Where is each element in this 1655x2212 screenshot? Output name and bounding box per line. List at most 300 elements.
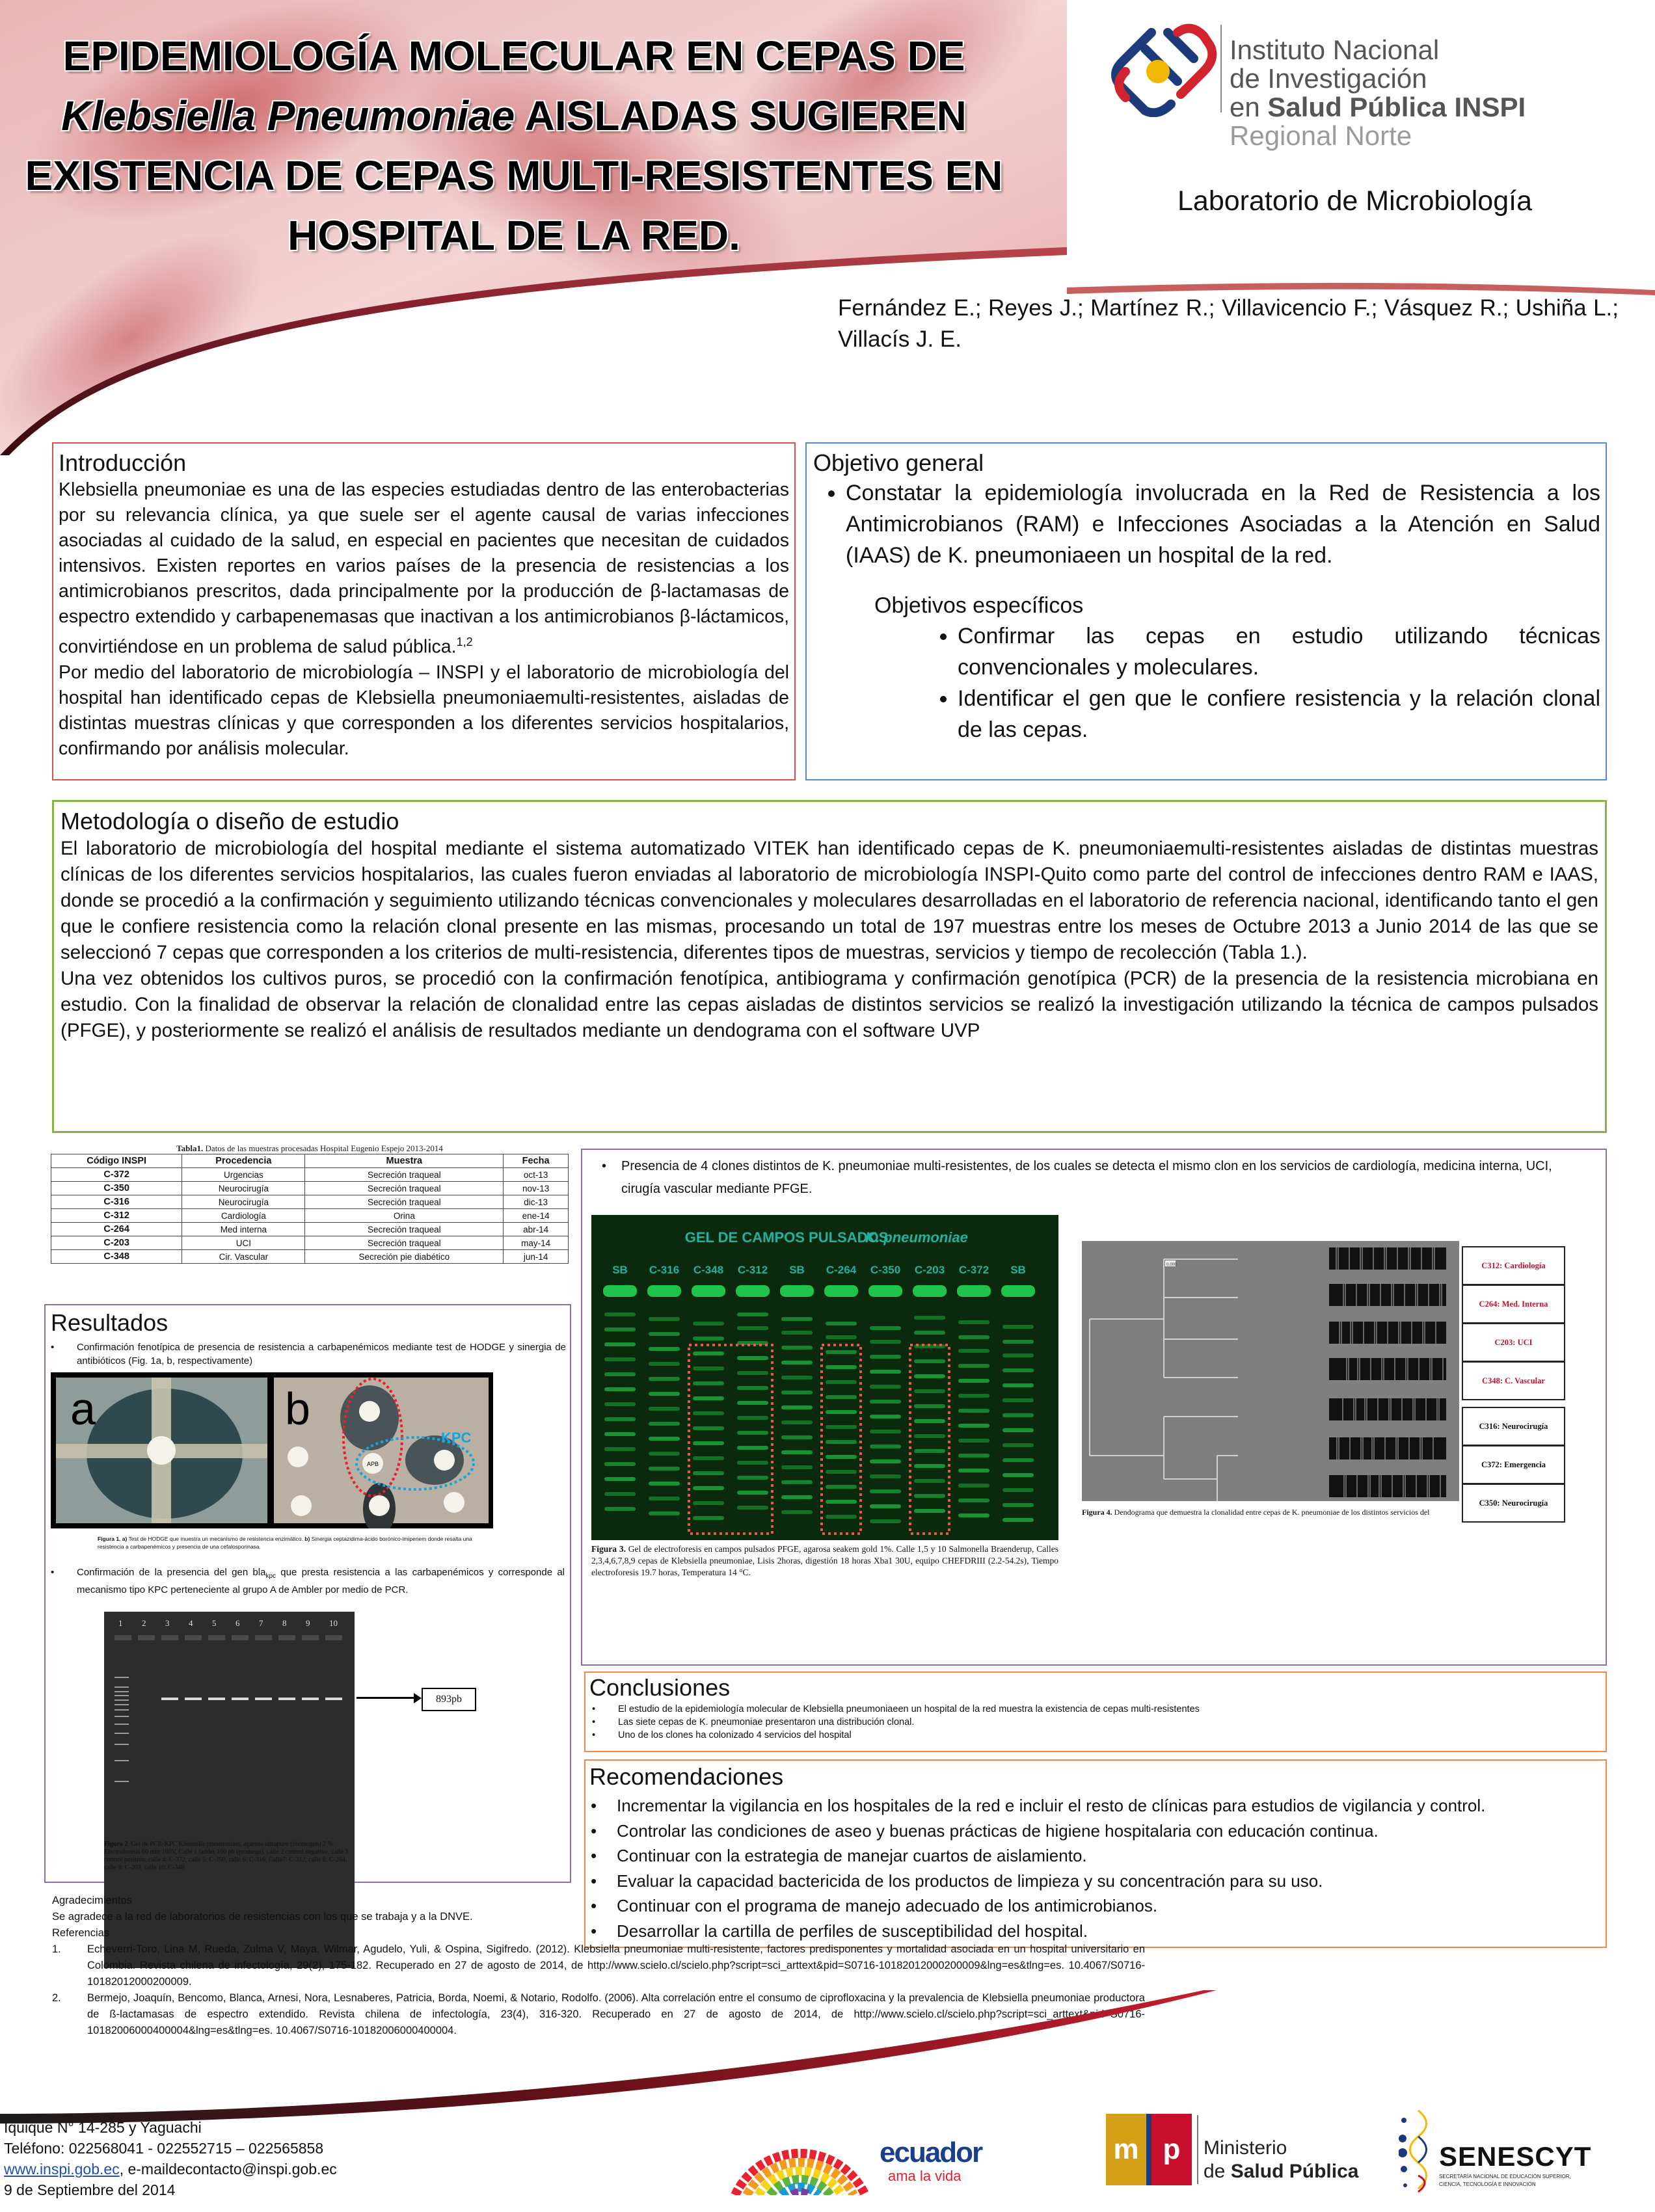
recommendation-item-text: Continuar con el programa de manejo adecuado de los antimicrobianos. (617, 1896, 1158, 1915)
gel-well (302, 1635, 319, 1640)
senescyt-wordmark: SENESCYT (1439, 2141, 1592, 2172)
pfge-well (603, 1285, 637, 1297)
dendrogram-band (1436, 1398, 1438, 1420)
pfge-band (826, 1455, 857, 1459)
table-cell: C-312 (51, 1209, 182, 1223)
objetivos-section (805, 442, 1607, 780)
pfge-band (693, 1322, 724, 1326)
pfge-band (914, 1449, 945, 1453)
pfge-band (958, 1335, 989, 1339)
pcr-band (255, 1698, 272, 1700)
pfge-band (1002, 1473, 1034, 1477)
conclusion-item (589, 1729, 1606, 1742)
agradecimientos-section (52, 1893, 1145, 1941)
recommendation-item-text: Desarrollar la cartilla de perfiles de susceptibilidad del hospital. (617, 1921, 1088, 1941)
introduccion-section (52, 442, 796, 780)
table-row (51, 1195, 569, 1209)
title-line-2-rest: AISLADAS SUGIEREN (515, 92, 967, 139)
dendrogram-band (1405, 1358, 1406, 1380)
recommendation-item-text: Incrementar la vigilancia en los hospitales de la red e incluir el resto de clínicas para estudios de vigilancia y control. (617, 1796, 1486, 1815)
pfge-band (693, 1471, 724, 1475)
pfge-band (737, 1386, 768, 1390)
table-cell: Secreción traqueal (305, 1223, 504, 1236)
dendrogram-band (1433, 1437, 1434, 1459)
dendrogram-band (1371, 1437, 1373, 1459)
senescyt-helix-icon (1399, 2107, 1438, 2198)
dendrogram-band-strip (1329, 1437, 1446, 1459)
dendrogram-band (1364, 1398, 1366, 1420)
gel-lane-label: 1 (118, 1618, 123, 1628)
dendrogram-band (1367, 1284, 1368, 1306)
pfge-lane-label: C-350 (870, 1264, 901, 1276)
pfge-band (649, 1497, 680, 1500)
dendrogram-band (1373, 1247, 1374, 1270)
gel-lane-label: 2 (142, 1618, 146, 1628)
institution-line-2: de Investigación (1230, 63, 1427, 94)
dendrogram-band (1336, 1247, 1337, 1270)
dendrogram-band (1439, 1284, 1440, 1306)
dendrogram-band (1429, 1475, 1430, 1497)
dendrogram-band (1438, 1398, 1440, 1420)
dendrogram-band (1434, 1247, 1435, 1270)
bullet-icon: • (51, 1567, 55, 1578)
pfge-band (737, 1401, 768, 1405)
dendrogram-band (1390, 1398, 1392, 1420)
dendrogram-band-strip (1329, 1247, 1446, 1270)
msp-line-2 (1204, 2161, 1358, 2183)
bullet-icon: • (592, 1704, 596, 1714)
dendrogram-band (1412, 1398, 1414, 1420)
dendrogram-band-strip (1329, 1398, 1446, 1420)
contact-info (4, 2117, 337, 2200)
dendrogram-band (1414, 1398, 1416, 1420)
figure-4-caption (1082, 1508, 1472, 1517)
resultados-heading: Resultados (51, 1309, 168, 1336)
pfge-band (737, 1506, 768, 1510)
fig3-caption-text: Gel de electroforesis en campos pulsados PFGE, agarosa seakem gold 1%. Calle 1,5 y 10 Salmonella Braenderup, Calles 2,3,4,6,7,8,9 cepas de Klebsiella pneumoniae, Lisis 2horas, digestión 18 horas Xba1 30U, equipo CHEFDRIII (2.2-54.2s), Tiempo electroforesis 19.7 horas, Temperatura 14 °C. (591, 1544, 1058, 1577)
figure-1-photos (51, 1372, 493, 1528)
dendrogram-band (1421, 1437, 1423, 1459)
pfge-band (958, 1409, 989, 1413)
dendrogram-band (1357, 1358, 1358, 1380)
dendrogram-band (1410, 1247, 1411, 1270)
dendrogram-band (1360, 1247, 1361, 1270)
pfge-band (914, 1464, 945, 1468)
table-cell: ene-14 (504, 1209, 569, 1223)
pfge-band (826, 1410, 857, 1414)
ladder-band (114, 1691, 129, 1692)
bullet-icon: • (592, 1717, 596, 1727)
resultados-bullet-1 (51, 1340, 566, 1368)
dendrogram-band (1369, 1284, 1370, 1306)
pfge-band (914, 1419, 945, 1423)
recommendation-item (589, 1843, 1606, 1869)
pfge-band (1002, 1413, 1034, 1417)
dendrogram-band (1411, 1322, 1412, 1344)
objetivos-especificos-list (813, 620, 1600, 745)
figure-3-caption (591, 1543, 1058, 1579)
fig2-caption-bold: Figura 2. (104, 1841, 129, 1848)
fig3-caption-bold: Figura 3. (591, 1544, 626, 1554)
dendrogram-band (1369, 1475, 1371, 1497)
poster-title (13, 26, 1015, 265)
title-line-4: HOSPITAL DE LA RED. (288, 212, 740, 259)
website-link[interactable]: www.inspi.gob.ec (4, 2161, 120, 2178)
conclusiones-heading: Conclusiones (589, 1674, 731, 1701)
pfge-band (781, 1331, 813, 1335)
dendrogram-band (1339, 1322, 1340, 1344)
dendrogram-band (1407, 1358, 1408, 1380)
gel-well (161, 1635, 178, 1640)
resultados-bullet-2-text (77, 1566, 565, 1597)
ladder-band (114, 1733, 129, 1734)
dendrogram-band (1428, 1284, 1429, 1306)
pfge-band (781, 1435, 813, 1439)
dendrogram-band (1367, 1475, 1369, 1497)
conclusiones-list (589, 1703, 1606, 1742)
dendrogram-band (1381, 1358, 1382, 1380)
disk (359, 1401, 380, 1422)
metodologia-paragraph-1: El laboratorio de microbiología del hospital mediante el sistema automatizado VITEK han identificado cepas de K. pneumoniaemulti-resistentes aisladas de distintas muestras clínicas de los diferentes servicios hospitalarios, las cuales fueron enviadas al laboratorio de microbiología INSPI-Quito como parte del control de infecciones dentro RAM e IAAS, donde se procedió a la confirmación y seguimiento utilizando técnicas convencionales y moleculares desarrolladas en el laboratorio de referencia nacional, identificando tanto el gen que le confiere resistencia como la relación clonal presente en las mismas, procesando un total de 197 muestras entre los meses de Octubre 2013 a Junio 2014 de las que se seleccionó 7 cepas que corresponden a los criterios de multi-resistencia, diferentes tipos de muestras, servicios y tiempo de recolección (Tabla 1.). (61, 838, 1598, 963)
dendrogram-band (1373, 1437, 1375, 1459)
pfge-band (1002, 1458, 1034, 1462)
institution-line-3-bold: Salud Pública INSPI (1267, 92, 1526, 122)
pfge-band (781, 1495, 813, 1499)
ladder-band (114, 1781, 129, 1782)
pfge-band (870, 1459, 901, 1463)
gel-lane-label: 8 (282, 1618, 287, 1628)
dendrogram-band (1363, 1322, 1364, 1344)
table-cell: Secreción pie diabético (305, 1250, 504, 1264)
arrow-line (357, 1697, 419, 1699)
gel-title-species: K. pneumoniae (865, 1229, 968, 1246)
pfge-band (826, 1500, 857, 1504)
pfge-well (1001, 1285, 1035, 1297)
table-column-header: Fecha (504, 1154, 569, 1168)
gel-title: GEL DE CAMPOS PULSADOS (684, 1229, 889, 1246)
pfge-well (647, 1285, 681, 1297)
dendrogram-band (1404, 1284, 1405, 1306)
pfge-band (737, 1326, 768, 1330)
dendrogram-band (1405, 1475, 1406, 1497)
msp-line-2-bold: Salud Pública (1230, 2161, 1359, 2182)
pfge-band (870, 1415, 901, 1419)
pfge-band (914, 1389, 945, 1393)
title-species: Klebsiella Pneumoniae (61, 92, 515, 139)
pcr-band (185, 1698, 202, 1700)
bullet-icon: • (591, 1820, 597, 1841)
pcr-band (278, 1698, 295, 1700)
figure-3-pfge-gel (591, 1215, 1058, 1644)
pfge-band (737, 1356, 768, 1360)
pfge-band (958, 1349, 989, 1353)
institution-line-3 (1230, 93, 1526, 122)
pfge-well (736, 1285, 770, 1297)
pfge-band (870, 1504, 901, 1508)
pfge-lane-label: SB (789, 1264, 805, 1276)
dendrogram-band (1397, 1247, 1398, 1270)
pfge-band (693, 1352, 724, 1355)
pfge-band (693, 1396, 724, 1400)
recommendation-item-text: Continuar con la estrategia de manejar cuartos de aislamiento. (617, 1846, 1087, 1865)
dendrogram-band (1345, 1475, 1347, 1497)
pfge-band (870, 1474, 901, 1478)
table-cell: nov-13 (504, 1182, 569, 1195)
pfge-band (958, 1439, 989, 1443)
pfge-band (649, 1512, 680, 1515)
dendrogram-band (1401, 1398, 1403, 1420)
pfge-band (1002, 1398, 1034, 1402)
dendrogram-band (1391, 1284, 1392, 1306)
dendrogram-band (1416, 1475, 1417, 1497)
table-cell: C-350 (51, 1182, 182, 1195)
gel-well (232, 1635, 249, 1640)
dendrogram-band (1384, 1437, 1386, 1459)
logo-divider (1220, 25, 1222, 113)
dendrogram-band (1418, 1358, 1420, 1380)
panel-a-label: a (70, 1383, 96, 1434)
table-row (51, 1209, 569, 1223)
reference-text: Echeverri-Toro, Lina M, Rueda, Zulma V, Maya, Wilmar, Agudelo, Yuli, & Ospina, Sigifredo. (2012). Klebsiella pneumoniae multi-resistente, factores predisponentes y mortalidad asociada en un hospital universitario en Colombia. Revista chilena de infectología, 29(2), 175-182. Recuperado en 27 de agosto de 2014, de http://www.scielo.cl/scielo.php?script=sci_arttext&pid=S0716-10182012000200009&lng=es&tlng=es. 10.4067/S0716-10182012000200009. (87, 1943, 1145, 1988)
dendrogram-band (1349, 1247, 1350, 1270)
pfge-band (604, 1417, 636, 1421)
dendrogram-band (1374, 1322, 1375, 1344)
pfge-band (604, 1432, 636, 1436)
pfge-band (737, 1313, 768, 1316)
ladder-band (114, 1709, 129, 1711)
pfge-band (826, 1380, 857, 1384)
gel-well (114, 1635, 131, 1640)
gel-lane-label: 10 (329, 1618, 338, 1628)
table-row (51, 1182, 569, 1195)
table-cell: Secreción traqueal (305, 1182, 504, 1195)
table-header-row (51, 1154, 569, 1168)
pfge-well (780, 1285, 814, 1297)
dendrogram-band (1349, 1437, 1351, 1459)
pcr-band (232, 1698, 249, 1700)
pfge-band (958, 1499, 989, 1502)
dendrogram-band (1427, 1475, 1428, 1497)
pfge-band (693, 1411, 724, 1415)
table-cell: oct-13 (504, 1168, 569, 1182)
dendrogram-band (1345, 1284, 1346, 1306)
pfge-well (957, 1285, 991, 1297)
dendrogram-band (1441, 1284, 1442, 1306)
pfge-lane-label: C-312 (737, 1264, 768, 1276)
dendrogram-band (1424, 1322, 1425, 1344)
table-cell: dic-13 (504, 1195, 569, 1209)
pfge-band (604, 1313, 636, 1316)
pfge-band (870, 1400, 901, 1404)
dendrogram-band (1395, 1437, 1397, 1459)
pfge-band (1002, 1518, 1034, 1522)
pfge-band (693, 1501, 724, 1505)
msp-m-block: m (1106, 2114, 1146, 2185)
ladder-band (114, 1695, 129, 1696)
fig1-caption-a-bold: Figura 1. a) (98, 1536, 128, 1542)
dendrogram-band (1342, 1398, 1343, 1420)
introduccion-paragraph-1-text: Klebsiella pneumoniae es una de las especies estudiadas dentro de las enterobacterias por su relevancia clínica, ya que suele ser el agente causal de varias infecciones asociadas al cuidado de la salud, en especial en pacientes que necesitan de cuidados intensivos. Existen reportes en varios países de la presencia de resistencias a los antimicrobianos prescritos, dada principalmente por la producción de β-lactamasas de espectro extendido y carbapenemasas que inactivan a los antimicrobianos β-láctamicos, convirtiéndose en un problema de salud pública. (59, 479, 789, 658)
pfge-band (826, 1335, 857, 1339)
recommendation-item-text: Controlar las condiciones de aseo y buenas prácticas de higiene hospitalaria con educación continua. (617, 1820, 1379, 1841)
dendrogram-band (1387, 1322, 1388, 1344)
dendrogram-strain-label: C312: Cardiología (1462, 1246, 1565, 1285)
table-cell: Urgencias (182, 1168, 305, 1182)
phone: Teléfono: 022568041 - 022552715 – 022565858 (4, 2140, 324, 2157)
band-size-label: 893pb (422, 1688, 476, 1711)
ladder-band (114, 1686, 129, 1688)
pfge-band (914, 1374, 945, 1378)
metodologia-heading: Metodología o diseño de estudio (61, 808, 399, 834)
dendrogram-band (1440, 1475, 1441, 1497)
pfge-band (781, 1480, 813, 1484)
pfge-band (737, 1431, 768, 1435)
pfge-band (781, 1317, 813, 1321)
pfge-band (781, 1361, 813, 1365)
fig2-caption-text: Gel de PCR-KPC Klebsiella pneumoniaei, agarosa ultrapure (invitrogen) 2 %. Electroforesis 60 min 160V, Calle 1 ladder 100 pb (promega), calle 2 control negativo, calle 3 control positivo, calle 4: C-372, calle 5: C-350, calle 6: C-316, Calle7: C-312, calle 8: C-264, calle 9: C-203, calle 10: C-348 (104, 1841, 349, 1871)
dendrogram-band (1353, 1398, 1354, 1420)
dendrogram-band (1408, 1437, 1410, 1459)
dendrogram-band (1379, 1475, 1380, 1497)
pfge-band (826, 1440, 857, 1444)
pfge-band (826, 1485, 857, 1489)
msp-logo (1106, 2114, 1379, 2198)
reference-number: 2. (52, 1992, 61, 2004)
table-column-header: Procedencia (182, 1154, 305, 1168)
pfge-band (870, 1326, 901, 1330)
institution-line-3-pre: en (1230, 92, 1268, 122)
dendrogram-band (1355, 1398, 1356, 1420)
dendrogram-band (1352, 1322, 1353, 1344)
pfge-band (737, 1461, 768, 1465)
pfge-lane-label: C-264 (826, 1264, 857, 1276)
pfge-well (913, 1285, 947, 1297)
fig4-caption-bold: Figura 4. (1082, 1508, 1112, 1517)
pfge-band (604, 1387, 636, 1391)
pfge-well (868, 1285, 902, 1297)
dendrogram-band (1338, 1247, 1339, 1270)
table-cell: Neurocirugía (182, 1182, 305, 1195)
pfge-band (958, 1513, 989, 1517)
pfge-band (958, 1484, 989, 1487)
authors: Fernández E.; Reyes J.; Martínez R.; Villavicencio F.; Vásquez R.; Ushiña L.; Villacís J. E. (838, 295, 1619, 352)
table-cell: Orina (305, 1209, 504, 1223)
pfge-band (958, 1379, 989, 1383)
dendrogram-band (1359, 1358, 1360, 1380)
pfge-band (649, 1422, 680, 1426)
pcr-band (208, 1698, 225, 1700)
dendrogram-band (1348, 1358, 1349, 1380)
table-column-header: Muestra (305, 1154, 504, 1168)
citation-superscript: 1,2 (456, 635, 473, 648)
pfge-band (826, 1515, 857, 1519)
pcr-band (161, 1698, 178, 1700)
figure-2-caption (104, 1841, 355, 1872)
gel-lane-label: 4 (189, 1618, 193, 1628)
pfge-band (604, 1357, 636, 1361)
dendrogram-strain-label: C316: Neurocirugía (1462, 1407, 1565, 1446)
dendrogram-band (1442, 1358, 1444, 1380)
pfge-band (693, 1516, 724, 1520)
dendrogram-graphic (1082, 1241, 1459, 1501)
pfge-band (649, 1452, 680, 1456)
msp-line-2-pre: de (1204, 2161, 1231, 2182)
disk (444, 1492, 464, 1513)
dendrogram-band (1431, 1358, 1433, 1380)
fig1-caption-a: Test de HODGE que muestra un mecanismo de resistencia enzimático. (127, 1536, 305, 1542)
bullet-icon: • (591, 1846, 597, 1865)
pfge-band (649, 1362, 680, 1366)
dendrogram-band (1425, 1398, 1427, 1420)
pfge-band (1002, 1383, 1034, 1387)
pfge-band (826, 1365, 857, 1369)
pfge-band (604, 1372, 636, 1376)
pfge-band (826, 1395, 857, 1399)
pfge-section (581, 1149, 1607, 1666)
agradecimientos-text: Se agradece a la red de laboratorios de resistencias con los que se trabaja y a la DNVE. (52, 1911, 473, 1923)
ladder-band (114, 1704, 129, 1705)
pfge-band (693, 1426, 724, 1430)
resultados-bullet-2 (51, 1566, 565, 1597)
pfge-band (914, 1316, 945, 1320)
pfge-lane-label: C-348 (693, 1264, 724, 1276)
pfge-band (870, 1519, 901, 1523)
gel-lane-label: 9 (306, 1618, 310, 1628)
bullet-2-post: que presta resistencia a las carbapenémicos y corresponde al mecanismo tipo KPC perteneciente al grupo A de Ambler por medio de PCR. (77, 1567, 565, 1595)
dendrogram-band (1420, 1437, 1421, 1459)
panel-b-label: b (285, 1383, 310, 1434)
dendrogram-band (1394, 1358, 1395, 1380)
table-cell: C-264 (51, 1223, 182, 1236)
pfge-band (914, 1479, 945, 1483)
pcr-band (325, 1698, 342, 1700)
arrow-head-icon (414, 1693, 422, 1703)
pfge-band (604, 1342, 636, 1346)
table-column-header: Código INSPI (51, 1154, 182, 1168)
recommendation-item-text: Evaluar la capacidad bactericida de los productos de limpieza y su concentración para su uso. (617, 1871, 1323, 1891)
bullet-icon: • (591, 1871, 597, 1891)
dendrogram-band (1386, 1247, 1387, 1270)
pfge-band (781, 1450, 813, 1454)
pfge-well (824, 1285, 858, 1297)
resultados-bullet-1-text: Confirmación fenotípica de presencia de resistencia a carbapenémicos mediante test de HODGE y sinergia de antibióticos (Fig. 1a, b, respectivamente) (77, 1342, 566, 1366)
dendrogram-band (1435, 1322, 1436, 1344)
pfge-band (649, 1317, 680, 1321)
pfge-band (1002, 1443, 1034, 1447)
pfge-band (737, 1416, 768, 1420)
conclusion-item-text: Las siete cepas de K. pneumoniae presentaron una distribución clonal. (618, 1717, 915, 1727)
pfge-band (781, 1406, 813, 1409)
pfge-band (737, 1491, 768, 1495)
pfge-band (649, 1467, 680, 1471)
title-line-2 (13, 86, 1015, 146)
senescyt-logo (1399, 2107, 1652, 2198)
dendrogram-strain-label: C203: UCI (1462, 1323, 1565, 1362)
pfge-band (737, 1446, 768, 1450)
ladder-band (114, 1744, 129, 1745)
pfge-band (649, 1377, 680, 1381)
table-cell: Secreción traqueal (305, 1168, 504, 1182)
pfge-band (870, 1489, 901, 1493)
pfge-well (692, 1285, 725, 1297)
dendrogram-band (1421, 1247, 1422, 1270)
dendrogram-band (1393, 1284, 1394, 1306)
dendrogram-strain-label: C372: Emergencia (1462, 1445, 1565, 1484)
pfge-band (826, 1425, 857, 1429)
pfge-gel-graphic (591, 1215, 1058, 1540)
metodologia-section (52, 800, 1607, 1133)
pfge-band (1002, 1368, 1034, 1372)
